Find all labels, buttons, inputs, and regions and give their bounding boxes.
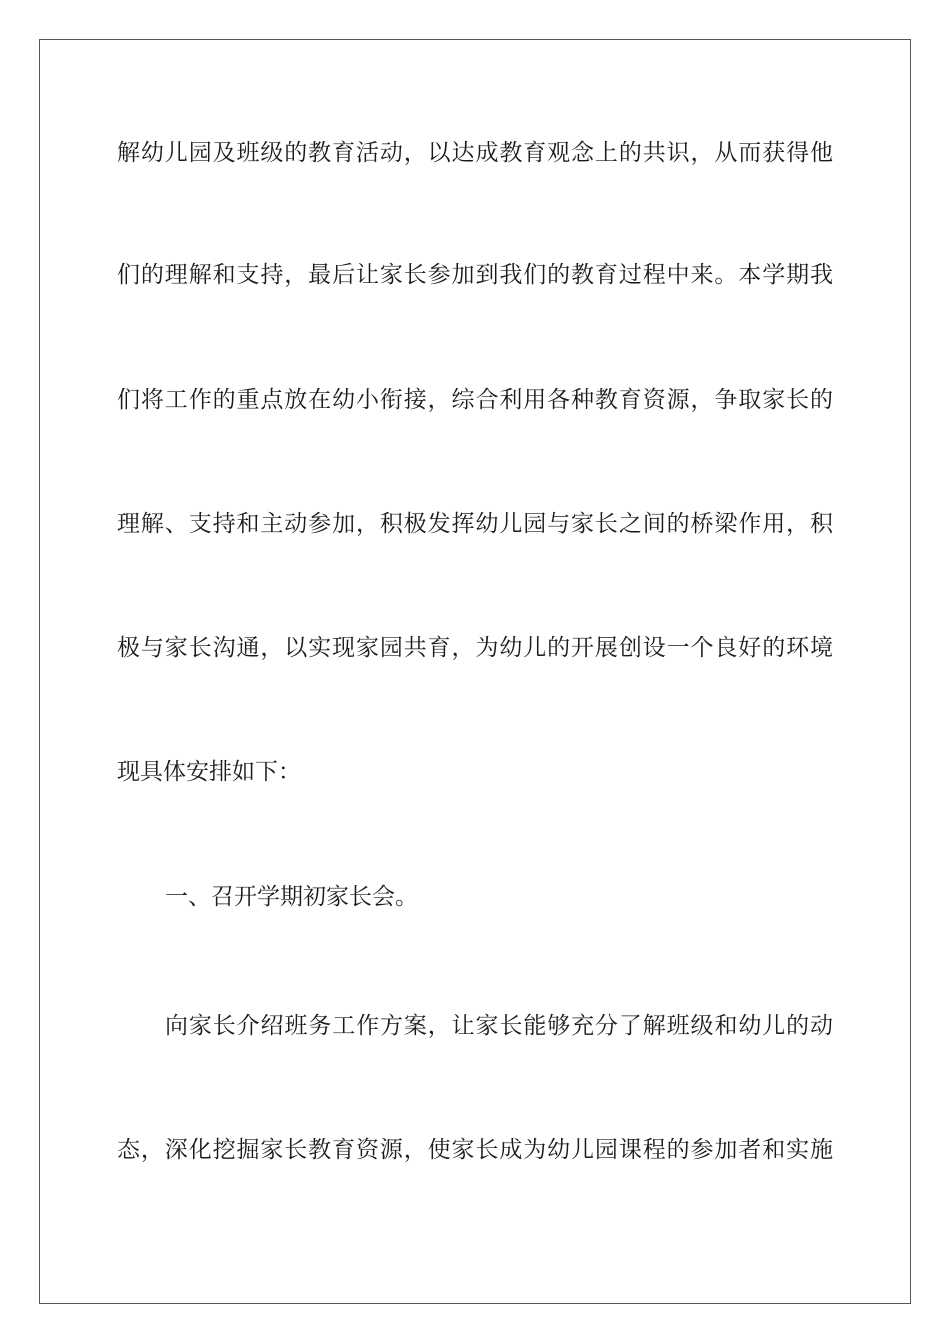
page-frame — [39, 39, 911, 1304]
text-line-5: 极与家长沟通，以实现家园共育，为幼儿的开展创设一个良好的环境 — [117, 635, 833, 661]
text-line-8: 向家长介绍班务工作方案，让家长能够充分了解班级和幼儿的动 — [165, 1013, 833, 1039]
text-line-2: 们的理解和支持，最后让家长参加到我们的教育过程中来。本学期我 — [117, 262, 833, 288]
text-line-4: 理解、支持和主动参加，积极发挥幼儿园与家长之间的桥梁作用，积 — [117, 511, 833, 537]
section-heading: 一、召开学期初家长会。 — [165, 884, 418, 910]
text-line-1: 解幼儿园及班级的教育活动，以达成教育观念上的共识，从而获得他 — [117, 140, 833, 166]
text-line-3: 们将工作的重点放在幼小衔接，综合利用各种教育资源，争取家长的 — [117, 387, 833, 413]
text-line-6: 现具体安排如下： — [117, 759, 301, 785]
text-line-9: 态，深化挖掘家长教育资源，使家长成为幼儿园课程的参加者和实施 — [117, 1137, 833, 1163]
